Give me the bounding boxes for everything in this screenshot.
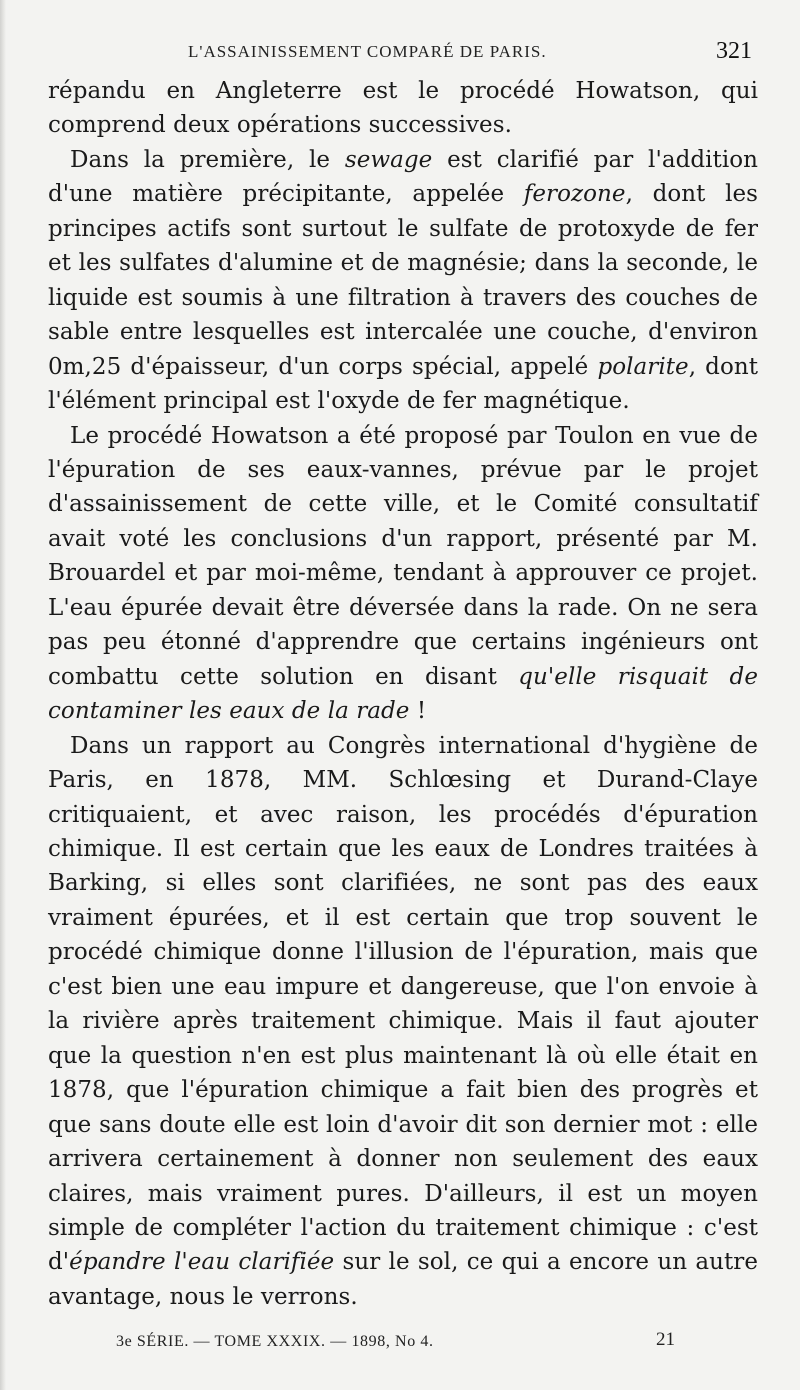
running-head — [48, 38, 758, 68]
text-run: sur le sol, ce qui a encore un autre avantage, nous le verrons. — [48, 1249, 759, 1310]
text-run: est clarifié par l'addition d'une matière précipitante, appelée — [48, 146, 759, 208]
italic-text: épandre l'eau clarifiée — [69, 1249, 335, 1276]
page-number: 321 — [716, 38, 752, 64]
italic-text: sewage — [344, 146, 433, 173]
text-run: Dans un rapport au Congrès international d'hygiène de Paris, en 1878, MM. Schlœsing et Durand-Claye critiquaient, et avec raison, les procédés d'épuration chimique. Il est certain que les eaux de Londres traitées à Barking, si elles sont clarifiées, ne sont pas des eaux vraiment épurées, et il est certain que trop souvent le procédé chimique donne l'illusion de l'épuration, mais que c'est bien une eau impure et dangereuse, que l'on envoie à la rivière après traitement chimique. Mais il faut ajouter que la question n'en est plus maintenant là où elle était en 1878, que l'épuration chimique a fait bien des progrès et que sans doute elle est loin d'avoir dit son dernier mot : elle arrivera certainement à donner non seulement des eaux claires, mais vraiment pures. D'ailleurs, il est un moyen simple de compléter l'action du traitement chimique : c'est d' — [48, 732, 758, 1276]
text-run: , dont les principes actifs sont surtout le sulfate de protoxyde de fer et les sulfates d'alumine et de magnésie; dans la seconde, le liquide est soumis à une filtration à travers des couches de sable entre lesquelles est intercalée une couche, d'environ 0m,25 d'épaisseur, d'un corps spécial, appelé — [48, 181, 758, 380]
paragraph — [48, 143, 758, 419]
italic-text: qu'elle risquait de contaminer les eaux de la rade — [48, 663, 758, 725]
paragraph — [48, 74, 758, 143]
body-text — [48, 74, 758, 1314]
paragraph — [48, 729, 758, 1315]
text-run: , dont l'élément principal est l'oxyde de fer magnétique. — [48, 353, 758, 415]
footer-signature: 3e SÉRIE. — TOME XXXIX. — 1898, No 4. — [116, 1333, 434, 1350]
text-run: répandu en Angleterre est le procédé Howatson, qui comprend deux opérations successives. — [48, 78, 758, 139]
italic-text: ferozone — [523, 181, 626, 208]
text-run: Dans la première, le — [70, 146, 345, 173]
italic-text: polarite — [597, 353, 689, 380]
sheet-number: 21 — [656, 1329, 675, 1350]
text-run: ! — [409, 698, 427, 725]
page-footer — [48, 1329, 758, 1359]
paragraph — [48, 419, 758, 729]
running-head-title: L'ASSAINISSEMENT COMPARÉ DE PARIS. — [188, 42, 547, 61]
text-run: Le procédé Howatson a été proposé par Toulon en vue de l'épuration de ses eaux-vannes, prévue par le projet d'assainissement de cette ville, et le Comité consultatif avait voté les conclusions d'un rapport, présenté par M. Brouardel et par moi-même, tendant à approuver ce projet. L'eau épurée devait être déversée dans la rade. On ne sera pas peu étonné d'apprendre que certains ingénieurs ont combattu cette solution en disant — [48, 422, 758, 690]
